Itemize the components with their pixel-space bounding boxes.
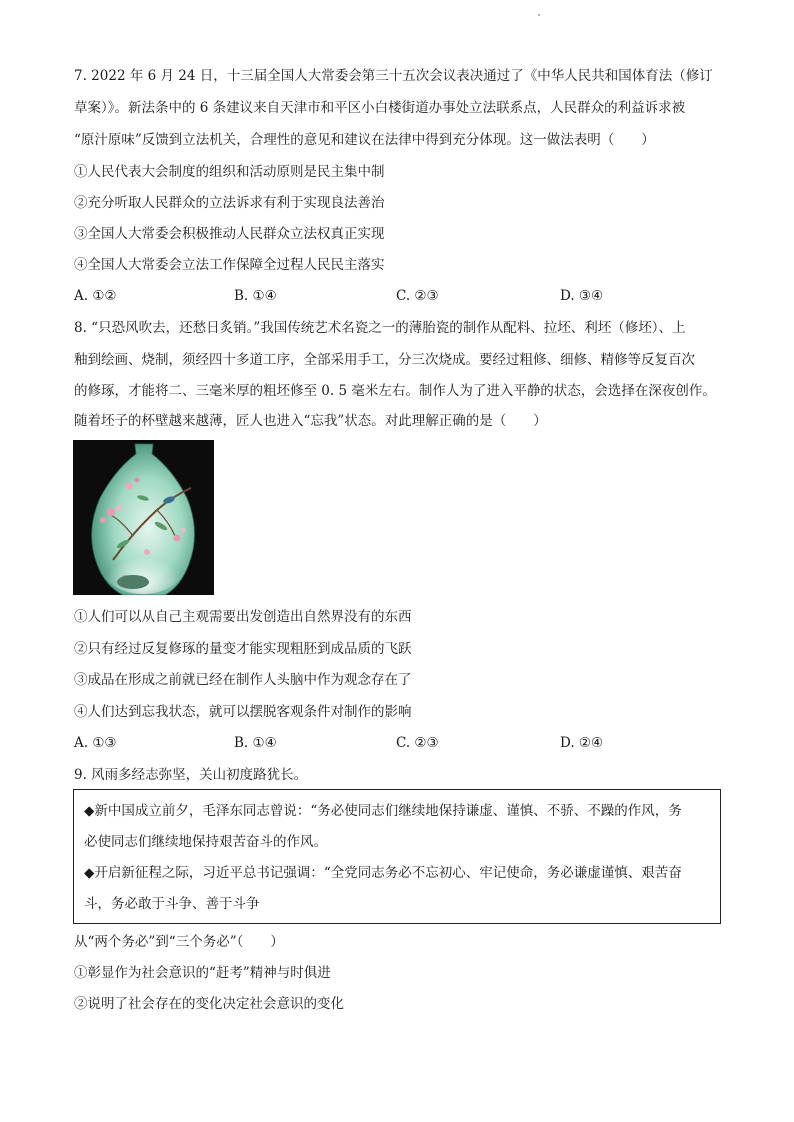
q8-stem-line: 的修琢，才能将二、三毫米厚的粗坯修至 0. 5 毫米左右。制作人为了进入平静的状态，会选择在深夜创作。: [74, 383, 716, 399]
quote-line: ◆新中国成立前夕，毛泽东同志曾说：“务必使同志们继续地保持谦虚、谨慎、不骄、不躁的作风，务: [84, 803, 682, 819]
q8-option-c: C. ②③: [396, 735, 439, 751]
porcelain-vase-image: [73, 440, 214, 595]
q7-option-d: D. ③④: [560, 288, 604, 304]
quote-line: 必使同志们继续地保持艰苦奋斗的作风。: [84, 834, 327, 850]
q7-stem-line: 7. 2022 年 6 月 24 日，十三届全国人大常委会第三十五次会议表决通过了《中华人民共和国体育法（修订: [74, 68, 713, 84]
q7-stem-line: “原汁原味”反馈到立法机关，合理性的意见和建议在法律中得到充分体现。这一做法表明（ ）: [74, 132, 655, 148]
q8-statement: ①人们可以从自己主观需要出发创造出自然界没有的东西: [74, 609, 412, 625]
q8-option-d: D. ②④: [560, 735, 604, 751]
page-mark: [538, 14, 540, 16]
q9-quote-box: [73, 789, 721, 924]
q7-option-b: B. ①④: [234, 288, 277, 304]
q8-statement: ②只有经过反复修琢的量变才能实现粗胚到成品质的飞跃: [74, 641, 412, 657]
q7-stem-line: 草案）》。新法条中的 6 条建议来自天津市和平区小白楼街道办事处立法联系点，人民群众的利益诉求被: [74, 100, 686, 116]
q8-statement: ③成品在形成之前就已经在制作人头脑中作为观念存在了: [74, 672, 412, 688]
q8-stem-line: 釉到绘画、烧制，须经四十多道工序，全部采用手工，分三次烧成。要经过粗修、细修、精修等反复百次: [74, 352, 695, 368]
q8-option-b: B. ①④: [234, 735, 277, 751]
q8-stem-line: 8. “只恐风吹去，还愁日炙销。”我国传统艺术名瓷之一的薄胎瓷的制作从配料、拉坯、利坯（修坯）、上: [74, 320, 686, 336]
q9-statement: ①彰显作为社会意识的“赶考”精神与时俱进: [74, 965, 331, 981]
q8-stem-line: 随着坯子的杯壁越来越薄，匠人也进入“忘我”状态。对此理解正确的是（ ）: [74, 413, 547, 429]
q7-option-c: C. ②③: [396, 288, 439, 304]
q9-stem: 从“两个务必”到“三个务必”（ ）: [74, 934, 284, 950]
q9-statement: ②说明了社会存在的变化决定社会意识的变化: [74, 996, 344, 1012]
q7-option-a: A. ①②: [74, 288, 117, 304]
vase-illustration: [73, 440, 214, 595]
q8-option-a: A. ①③: [74, 735, 117, 751]
q9-intro: 9. 风雨多经志弥坚，关山初度路犹长。: [74, 767, 308, 783]
quote-line: ◆开启新征程之际，习近平总书记强调：“全党同志务必不忘初心、牢记使命，务必谦虚谨慎、艰苦奋: [84, 865, 682, 881]
q8-statement: ④人们达到忘我状态，就可以摆脱客观条件对制作的影响: [74, 704, 412, 720]
quote-line: 斗，务必敢于斗争、善于斗争: [84, 896, 260, 912]
q7-statement: ④全国人大常委会立法工作保障全过程人民民主落实: [74, 257, 385, 273]
q7-statement: ②充分听取人民群众的立法诉求有利于实现良法善治: [74, 195, 385, 211]
q7-statement: ③全国人大常委会积极推动人民群众立法权真正实现: [74, 226, 385, 242]
q7-statement: ①人民代表大会制度的组织和活动原则是民主集中制: [74, 164, 385, 180]
